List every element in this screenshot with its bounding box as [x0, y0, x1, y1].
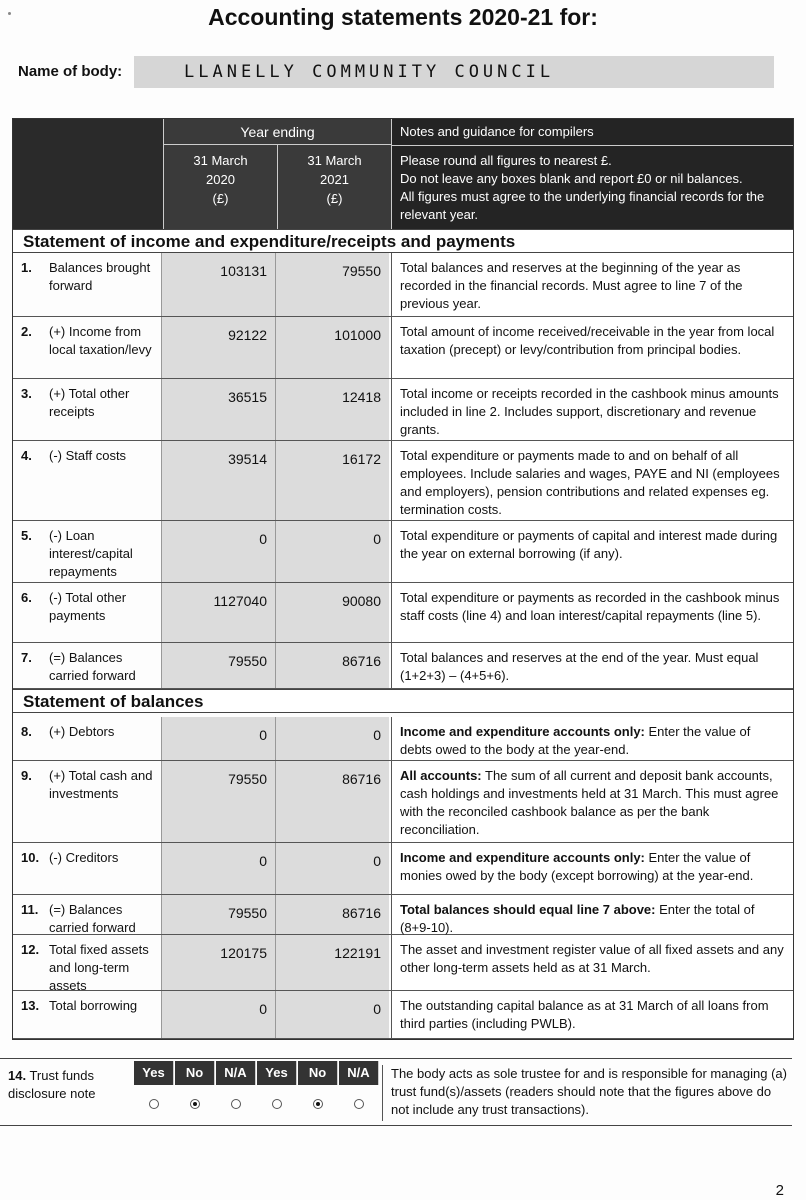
- table-row: [13, 379, 793, 441]
- table-row: [13, 843, 793, 895]
- row-14-text: Trust funds disclosure note: [8, 1068, 96, 1101]
- row-note-text: Total income or receipts recorded in the cashbook minus amounts included in line 2. Includes support, discretionary and revenue grants.: [400, 386, 779, 437]
- radio-icon[interactable]: [272, 1099, 282, 1109]
- row-note-bold: Total balances should equal line 7 above:: [400, 902, 656, 917]
- row-number: 10.: [21, 850, 40, 865]
- row-note: [391, 441, 793, 520]
- row-number: 11.: [21, 902, 39, 917]
- notes-line: All figures must agree to the underlying financial records for the relevant year.: [400, 189, 765, 222]
- row-text: (-) Total other payments: [49, 590, 127, 623]
- row-note-text: Enter the value of debts owed to the body at the year-end.: [400, 724, 751, 757]
- row-label: [13, 843, 158, 894]
- year-ending-header: Year ending: [163, 119, 391, 145]
- value-2020[interactable]: 79550: [161, 895, 275, 934]
- row-note: [391, 935, 793, 990]
- value-2021[interactable]: 90080: [275, 583, 389, 642]
- trust-option-na[interactable]: [216, 1061, 256, 1123]
- row-number: 6.: [21, 590, 32, 605]
- row-number: 4.: [21, 448, 32, 463]
- row-label: [13, 441, 158, 520]
- row-text: (-) Staff costs: [49, 448, 127, 463]
- row-note: [391, 253, 793, 316]
- option-label: No: [298, 1061, 338, 1085]
- column-2020-header: [163, 145, 277, 229]
- row-note-bold: Income and expenditure accounts only:: [400, 850, 645, 865]
- row-label: [13, 895, 158, 934]
- row-note: [391, 643, 793, 688]
- col-2020-line3: (£): [212, 191, 229, 206]
- value-2021[interactable]: 101000: [275, 317, 389, 378]
- table-row: [13, 317, 793, 379]
- row-label: [13, 521, 158, 582]
- row-label: [13, 379, 158, 440]
- value-2021[interactable]: 122191: [275, 935, 389, 990]
- row-14-trust-funds: [0, 1058, 792, 1126]
- row-label: [13, 991, 158, 1038]
- value-2021[interactable]: 86716: [275, 643, 389, 688]
- col-2021-line1: 31 March: [307, 153, 362, 168]
- radio-icon[interactable]: [190, 1099, 200, 1109]
- value-2021[interactable]: 86716: [275, 761, 389, 842]
- value-2021[interactable]: 0: [275, 521, 389, 582]
- row-14-number: 14.: [8, 1068, 27, 1083]
- row-note-text: Enter the value of monies owed by the body (except borrowing) at the year-end.: [400, 850, 754, 883]
- row-text: (=) Balances carried forward: [49, 650, 136, 683]
- table-row: [13, 991, 793, 1039]
- row-text: (+) Total cash and investments: [49, 768, 153, 801]
- option-label: N/A: [339, 1061, 379, 1085]
- name-of-body-label: Name of body:: [18, 63, 123, 80]
- col-2020-line1: 31 March: [193, 153, 248, 168]
- accounting-table: [12, 118, 794, 1040]
- notes-title: Notes and guidance for compilers: [392, 119, 793, 146]
- value-2020[interactable]: 1127040: [161, 583, 275, 642]
- row-note-text: Total expenditure or payments as recorded in the cashbook minus staff costs (line 4) and loan interest/capital repayments (line 5).: [400, 590, 780, 623]
- row-text: Total borrowing: [49, 998, 138, 1013]
- row-text: (+) Debtors: [49, 724, 115, 739]
- trust-option-yes[interactable]: [134, 1061, 174, 1123]
- row-number: 9.: [21, 768, 32, 783]
- header-blank-cell: [13, 119, 163, 229]
- radio-icon[interactable]: [354, 1099, 364, 1109]
- row-number: 3.: [21, 386, 32, 401]
- value-2020[interactable]: 92122: [161, 317, 275, 378]
- col-2021-line3: (£): [326, 191, 343, 206]
- name-of-body-field[interactable]: [134, 56, 774, 88]
- row-note: [391, 583, 793, 642]
- table-row: [13, 717, 793, 761]
- table-row: [13, 583, 793, 643]
- row-note-text: The outstanding capital balance as at 31 March of all loans from third parties (including PWLB).: [400, 998, 769, 1031]
- value-2021[interactable]: 0: [275, 717, 389, 760]
- table-row: [13, 521, 793, 583]
- row-note-bold: All accounts:: [400, 768, 482, 783]
- page-number: 2: [775, 1182, 784, 1199]
- row-label: [13, 317, 158, 378]
- option-label: No: [175, 1061, 215, 1085]
- row-note-text: Total expenditure or payments made to and on behalf of all employees. Include salaries and wages, PAYE and NI (employees and employers), pension contributions and related expenses eg. termination costs.: [400, 448, 780, 517]
- value-2021[interactable]: 0: [275, 991, 389, 1038]
- row-14-label: [8, 1067, 133, 1103]
- value-2020[interactable]: 39514: [161, 441, 275, 520]
- row-label: [13, 583, 158, 642]
- trust-option-no[interactable]: [298, 1061, 338, 1123]
- table-row: [13, 761, 793, 843]
- row-note-text: Total expenditure or payments of capital and interest made during the year on external borrowing (if any).: [400, 528, 778, 561]
- row-number: 7.: [21, 650, 32, 665]
- notes-header: [391, 119, 793, 229]
- page-title: Accounting statements 2020-21 for:: [208, 4, 598, 30]
- table-row: [13, 935, 793, 991]
- row-text: (+) Income from local taxation/levy: [49, 324, 152, 357]
- value-2020[interactable]: 79550: [161, 761, 275, 842]
- row-note: [391, 717, 793, 760]
- table-row: [13, 895, 793, 935]
- value-2020[interactable]: 36515: [161, 379, 275, 440]
- name-of-body-value: LLANELLY COMMUNITY COUNCIL: [184, 62, 555, 82]
- row-text: (=) Balances carried forward: [49, 902, 136, 935]
- option-label: Yes: [257, 1061, 297, 1085]
- row-number: 2.: [21, 324, 32, 339]
- row-14-note: The body acts as sole trustee for and is responsible for managing (a) trust fund(s)/assets (readers should note that the figures above do not include any trust transactions).: [382, 1065, 791, 1121]
- row-note: [391, 521, 793, 582]
- trust-option-no[interactable]: [175, 1061, 215, 1123]
- value-2020[interactable]: 0: [161, 991, 275, 1038]
- col-2021-line2: 2021: [320, 172, 349, 187]
- col-2020-line2: 2020: [206, 172, 235, 187]
- value-2020[interactable]: 0: [161, 521, 275, 582]
- row-note-text: Total amount of income received/receivable in the year from local taxation (precept) or levy/contribution from principal bodies.: [400, 324, 775, 357]
- row-number: 5.: [21, 528, 32, 543]
- row-label: [13, 717, 158, 760]
- row-label: [13, 935, 158, 993]
- row-number: 1.: [21, 260, 32, 275]
- row-note-text: Total balances and reserves at the beginning of the year as recorded in the financial records. Must agree to line 7 of the previous year.: [400, 260, 743, 311]
- value-2020[interactable]: 120175: [161, 935, 275, 990]
- row-number: 13.: [21, 998, 40, 1013]
- row-text: Total fixed assets and long-term assets: [49, 942, 149, 993]
- row-label: [13, 643, 158, 688]
- row-note-bold: Income and expenditure accounts only:: [400, 724, 645, 739]
- row-note: [391, 991, 793, 1038]
- table-row: [13, 643, 793, 689]
- row-note: [391, 843, 793, 894]
- table-row: [13, 253, 793, 317]
- row-note-text: The sum of all current and deposit bank accounts, cash holdings and investments held at 31 March. This must agree with the reconciled cashbook balance as per the bank reconciliation.: [400, 768, 779, 837]
- radio-icon[interactable]: [313, 1099, 323, 1109]
- row-note-text: The asset and investment register value of all fixed assets and any other long-term assets held as at 31 March.: [400, 942, 784, 975]
- trust-option-yes[interactable]: [257, 1061, 297, 1123]
- row-text: (-) Loan interest/capital repayments: [49, 528, 133, 579]
- trust-option-na[interactable]: [339, 1061, 379, 1123]
- value-2020[interactable]: 103131: [161, 253, 275, 316]
- row-label: [13, 761, 158, 842]
- row-label: [13, 253, 158, 316]
- row-text: (+) Total other receipts: [49, 386, 130, 419]
- value-2021[interactable]: 86716: [275, 895, 389, 934]
- row-note: [391, 895, 793, 934]
- option-label: N/A: [216, 1061, 256, 1085]
- value-2021[interactable]: 16172: [275, 441, 389, 520]
- row-text: (-) Creditors: [49, 850, 119, 865]
- value-2021[interactable]: 79550: [275, 253, 389, 316]
- section-income-expenditure: Statement of income and expenditure/receipts and payments: [13, 229, 793, 253]
- notes-line: Do not leave any boxes blank and report £0 or nil balances.: [400, 171, 743, 186]
- table-row: [13, 441, 793, 521]
- value-2020[interactable]: 0: [161, 717, 275, 760]
- column-2021-header: [277, 145, 391, 229]
- value-2020[interactable]: 0: [161, 843, 275, 894]
- value-2020[interactable]: 79550: [161, 643, 275, 688]
- row-note: [391, 379, 793, 440]
- row-text: Balances brought forward: [49, 260, 151, 293]
- row-number: 8.: [21, 724, 32, 739]
- row-note: [391, 761, 793, 842]
- option-label: Yes: [134, 1061, 174, 1085]
- radio-icon[interactable]: [149, 1099, 159, 1109]
- section-balances: Statement of balances: [13, 689, 793, 713]
- notes-line: Please round all figures to nearest £.: [400, 153, 612, 168]
- row-note-text: Enter the total of (8+9-10).: [400, 902, 755, 935]
- value-2021[interactable]: 12418: [275, 379, 389, 440]
- row-number: 12.: [21, 942, 40, 957]
- row-note: [391, 317, 793, 378]
- row-note-text: Total balances and reserves at the end of the year. Must equal (1+2+3) – (4+5+6).: [400, 650, 759, 683]
- value-2021[interactable]: 0: [275, 843, 389, 894]
- radio-icon[interactable]: [231, 1099, 241, 1109]
